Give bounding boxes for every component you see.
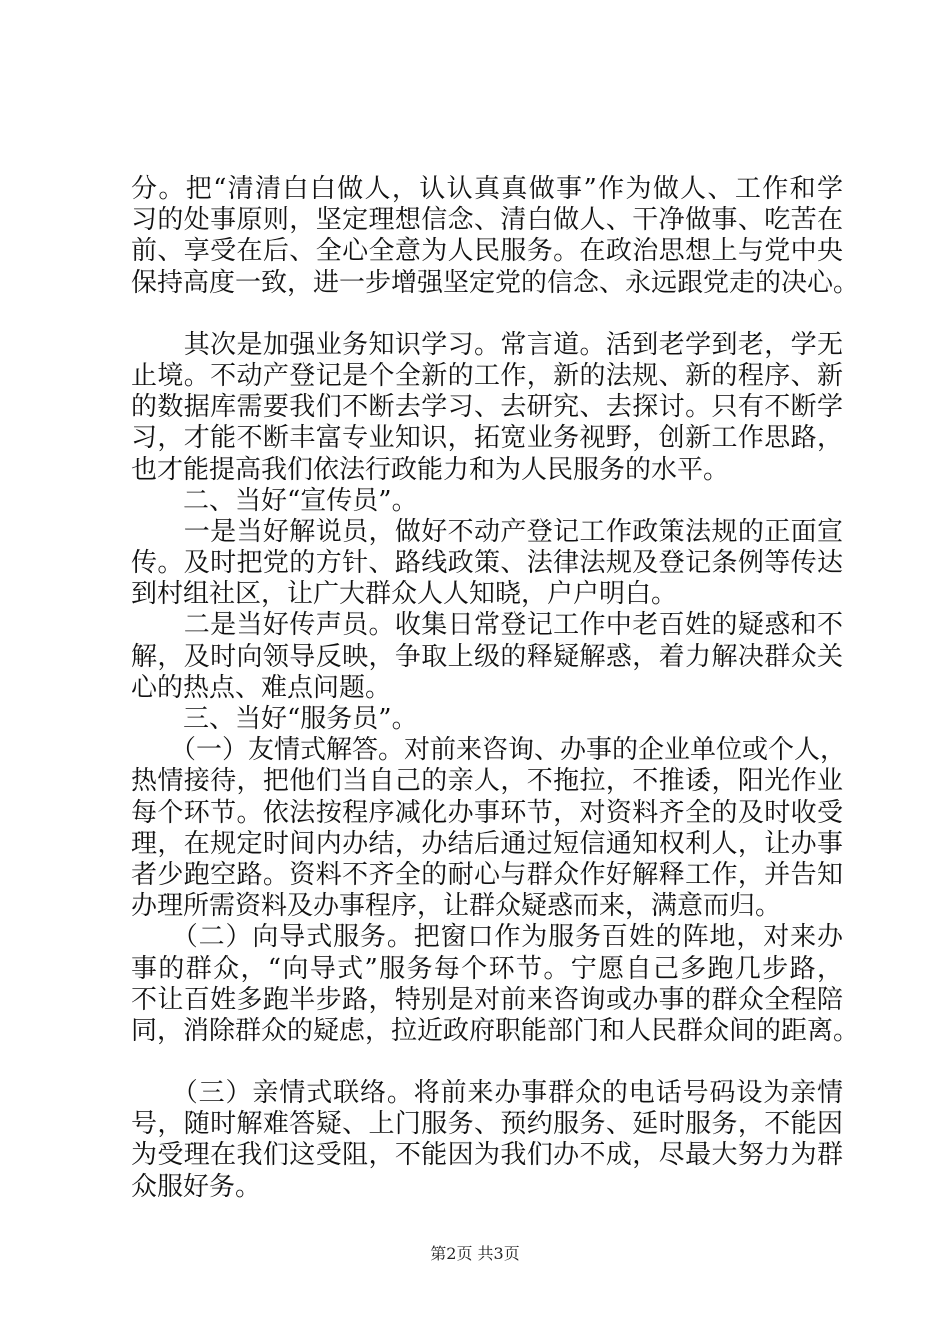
text-line: （二）向导式服务。把窗口作为服务百姓的阵地，对来办 — [131, 922, 843, 953]
text-line: （一）友情式解答。对前来咨询、办事的企业单位或个人， — [131, 735, 847, 766]
page-number-footer: 第2页 共3页 — [430, 1244, 520, 1263]
text-line: 热情接待，把他们当自己的亲人，不拖拉，不推诿，阳光作业 — [131, 766, 843, 797]
heading-service — [131, 704, 843, 735]
text-line: 前、享受在后、全心全意为人民服务。在政治思想上与党中央 — [131, 236, 843, 267]
text-line: 每个环节。依法按程序减化办事环节，对资料齐全的及时收受 — [131, 797, 843, 828]
paragraph-gap — [131, 1047, 843, 1078]
text-line: 为受理在我们这受阻，不能因为我们办不成，尽最大努力为群 — [131, 1140, 843, 1171]
text-line: 者少跑空路。资料不齐全的耐心与群众作好解释工作，并告知 — [131, 859, 843, 890]
paragraph-guide-service — [131, 922, 860, 1047]
text-line: 办理所需资料及办事程序，让群众疑惑而来，满意而归。 — [131, 891, 782, 922]
section-heading: 二、当好“宣传员”。 — [131, 485, 418, 516]
paragraph-business-study — [131, 330, 843, 486]
document-body — [131, 174, 860, 1203]
heading-publicist — [131, 486, 843, 517]
text-line: 不让百姓多跑半步路，特别是对前来咨询或办事的群众全程陪 — [131, 984, 843, 1015]
section-heading: 三、当好“服务员”。 — [131, 704, 418, 734]
text-line: 心的热点、难点问题。 — [131, 672, 392, 703]
text-line: 止境。不动产登记是个全新的工作，新的法规、新的程序、新 — [131, 360, 843, 391]
text-line: 保持高度一致，进一步增强坚定党的信念、永远跟党走的决心。 — [131, 267, 860, 298]
text-line: 其次是加强业务知识学习。常言道。活到老学到老，学无 — [131, 329, 843, 360]
text-line: 分。把“清清白白做人，认认真真做事”作为做人、工作和学 — [131, 174, 843, 204]
paragraph-principles — [131, 174, 860, 299]
text-line: 众服好务。 — [131, 1171, 262, 1202]
text-line: 习，才能不断丰富专业知识，拓宽业务视野，创新工作思路， — [131, 423, 843, 454]
paragraph-explainer — [131, 517, 843, 611]
paragraph-family-contact — [131, 1078, 843, 1203]
text-line: 的数据库需要我们不断去学习、去研究、去探讨。只有不断学 — [131, 392, 843, 423]
text-line: 习的处事原则，坚定理想信念、清白做人、干净做事、吃苦在 — [131, 205, 843, 236]
text-line: 到村组社区，让广大群众人人知晓，户户明白。 — [131, 579, 678, 610]
text-line: 传。及时把党的方针、路线政策、法律法规及登记条例等传达 — [131, 548, 843, 579]
text-line: 二是当好传声员。收集日常登记工作中老百姓的疑惑和不 — [131, 610, 843, 641]
paragraph-gap — [131, 299, 843, 330]
text-line: 理，在规定时间内办结，办结后通过短信通知权利人，让办事 — [131, 828, 843, 859]
paragraph-messenger — [131, 610, 843, 704]
text-line: 也才能提高我们依法行政能力和为人民服务的水平。 — [131, 454, 730, 485]
text-line: （三）亲情式联络。将前来办事群众的电话号码设为亲情 — [131, 1078, 843, 1109]
text-line: 事的群众，“向导式”服务每个环节。宁愿自己多跑几步路， — [131, 953, 843, 984]
text-line: 号，随时解难答疑、上门服务、预约服务、延时服务，不能因 — [131, 1109, 843, 1140]
paragraph-friendly-answers — [131, 735, 847, 922]
text-line: 一是当好解说员，做好不动产登记工作政策法规的正面宣 — [131, 516, 843, 547]
text-line: 解，及时向领导反映，争取上级的释疑解惑，着力解决群众关 — [131, 641, 843, 672]
text-line: 同，消除群众的疑虑，拉近政府职能部门和人民群众间的距离。 — [131, 1015, 860, 1046]
